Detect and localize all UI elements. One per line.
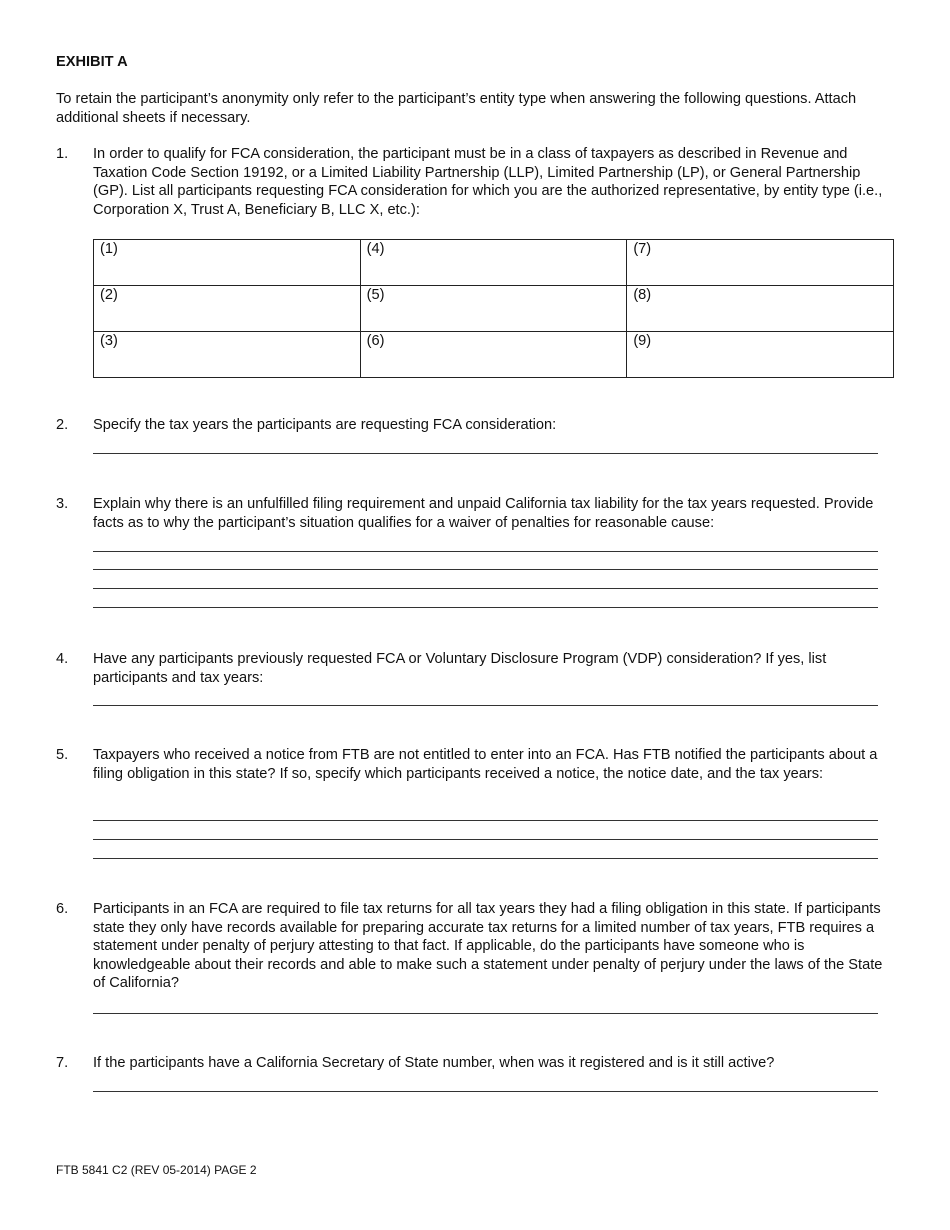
question-number: 2. bbox=[56, 417, 69, 433]
grid-cell-4[interactable] bbox=[360, 240, 627, 286]
answer-line-2[interactable] bbox=[93, 453, 878, 454]
cell-label: (3) bbox=[100, 333, 118, 349]
question-number: 1. bbox=[56, 146, 69, 162]
answer-line-7[interactable] bbox=[93, 1091, 878, 1092]
grid-cell-5[interactable] bbox=[360, 286, 627, 332]
answer-line-3d[interactable] bbox=[93, 607, 878, 608]
question-number: 5. bbox=[56, 747, 69, 763]
question-text: In order to qualify for FCA consideration, the participant must be in a class of taxpayers as described in Revenue and Taxation Code Section 19192, or a Limited Liability Partnership (LLP), Limited Partnership (LP), or General Partnership (GP). List all participants requesting FCA consideration for which you are the authorized representative, by entity type (i.e., Corporation X, Trust A, Beneficiary B, LLC X, etc.): bbox=[93, 146, 883, 218]
exhibit-title: EXHIBIT A bbox=[56, 54, 128, 70]
intro-text: To retain the participant’s anonymity only refer to the participant’s entity type when answering the following questions. Attach additional sheets if necessary. bbox=[56, 91, 857, 126]
question-text: Explain why there is an unfulfilled filing requirement and unpaid California tax liability for the tax years requested. Provide facts as to why the participant’s situation qualifies for a waiver of penalties for reasonable cause: bbox=[93, 496, 874, 531]
grid-cell-3[interactable] bbox=[94, 332, 361, 378]
grid-row bbox=[94, 286, 894, 332]
answer-line-3a[interactable] bbox=[93, 551, 878, 552]
grid-row bbox=[94, 240, 894, 286]
cell-label: (2) bbox=[100, 287, 118, 303]
question-text: Taxpayers who received a notice from FTB are not entitled to enter into an FCA. Has FTB notified the participants about a filing obligation in this state? If so, specify which participants received a notice, the notice date, and the tax years: bbox=[93, 747, 878, 782]
grid-row bbox=[94, 332, 894, 378]
question-number: 3. bbox=[56, 496, 69, 512]
question-text: Participants in an FCA are required to file tax returns for all tax years they had a filing obligation in this state. If participants state they only have records available for preparing accurate tax returns for a limited number of tax years, FTB requires a statement under penalty of perjury attesting to that fact. If applicable, do the participants have someone who is knowledgeable about their records and able to make such a statement under penalty of perjury under the laws of the State of California? bbox=[93, 901, 883, 991]
question-number: 7. bbox=[56, 1055, 69, 1071]
cell-label: (1) bbox=[100, 241, 118, 257]
cell-label: (5) bbox=[366, 287, 385, 303]
answer-line-4[interactable] bbox=[93, 705, 878, 706]
answer-line-6[interactable] bbox=[93, 1013, 878, 1014]
grid-cell-6[interactable] bbox=[360, 332, 627, 378]
cell-label: (4) bbox=[366, 241, 385, 257]
form-footer: FTB 5841 C2 (REV 05-2014) PAGE 2 bbox=[56, 1163, 257, 1177]
cell-label: (7) bbox=[633, 241, 652, 257]
cell-label: (8) bbox=[633, 287, 652, 303]
answer-line-3c[interactable] bbox=[93, 588, 878, 589]
grid-cell-9[interactable] bbox=[627, 332, 894, 378]
cell-label: (9) bbox=[633, 333, 652, 349]
grid-cell-2[interactable] bbox=[94, 286, 361, 332]
grid-cell-8[interactable] bbox=[627, 286, 894, 332]
answer-line-5c[interactable] bbox=[93, 858, 878, 859]
cell-label: (6) bbox=[366, 333, 385, 349]
question-number: 6. bbox=[56, 901, 69, 917]
question-text: If the participants have a California Secretary of State number, when was it registered and is it still active? bbox=[93, 1055, 775, 1071]
answer-line-5a[interactable] bbox=[93, 820, 878, 821]
question-text: Have any participants previously requested FCA or Voluntary Disclosure Program (VDP) consideration? If yes, list participants and tax years: bbox=[93, 651, 827, 686]
answer-line-5b[interactable] bbox=[93, 839, 878, 840]
question-number: 4. bbox=[56, 651, 69, 667]
grid-cell-1[interactable] bbox=[94, 240, 361, 286]
question-text: Specify the tax years the participants are requesting FCA consideration: bbox=[93, 417, 557, 433]
participants-grid bbox=[93, 239, 894, 378]
answer-line-3b[interactable] bbox=[93, 569, 878, 570]
grid-cell-7[interactable] bbox=[627, 240, 894, 286]
